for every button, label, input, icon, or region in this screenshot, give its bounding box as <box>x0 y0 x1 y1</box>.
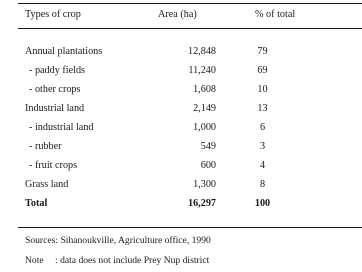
note-label: Note <box>25 255 44 266</box>
note-text: : data does not include Prey Nup district <box>55 255 210 266</box>
row-area-paddy-fields: 11,240 <box>188 65 216 76</box>
header-types-of-crop: Types of crop <box>25 9 81 20</box>
sources-note: Sources: Sihanoukville, Agriculture office, 1990 <box>25 235 211 246</box>
header-area: Area (ha) <box>158 9 197 20</box>
row-percent-rubber: 3 <box>259 141 266 152</box>
row-area-rubber: 549 <box>200 141 216 152</box>
row-type-other-crops: - other crops <box>29 84 81 95</box>
row-percent-other-crops: 10 <box>257 84 268 95</box>
row-type-rubber: - rubber <box>29 141 62 152</box>
header-percent-of-total: % of total <box>255 9 296 20</box>
row-area-other-crops: 1,608 <box>193 84 216 95</box>
table-header-rule <box>18 28 362 29</box>
row-percent-industrial-land: 13 <box>257 103 268 114</box>
row-type-total: Total <box>25 198 48 209</box>
row-percent-paddy-fields: 69 <box>257 65 268 76</box>
row-area-industrial-land-sub: 1,000 <box>193 122 216 133</box>
row-percent-industrial-land-sub: 6 <box>259 122 266 133</box>
row-type-industrial-land: Industrial land <box>25 103 85 114</box>
row-percent-annual-plantations: 79 <box>257 46 268 57</box>
row-type-grass-land: Grass land <box>25 179 69 190</box>
row-type-industrial-land-sub: - industrial land <box>29 122 94 133</box>
row-area-annual-plantations: 12,848 <box>187 46 216 57</box>
row-area-total: 16,297 <box>187 198 216 209</box>
row-percent-fruit-crops: 4 <box>259 160 266 171</box>
table-bottom-rule <box>18 227 362 228</box>
row-type-paddy-fields: - paddy fields <box>29 65 86 76</box>
row-type-annual-plantations: Annual plantations <box>25 46 103 57</box>
row-area-fruit-crops: 600 <box>200 160 216 171</box>
row-type-fruit-crops: - fruit crops <box>29 160 78 171</box>
row-percent-grass-land: 8 <box>259 179 266 190</box>
table-top-rule <box>18 3 362 4</box>
row-percent-total: 100 <box>254 198 271 209</box>
row-area-industrial-land: 2,149 <box>193 103 216 114</box>
row-area-grass-land: 1,300 <box>193 179 216 190</box>
